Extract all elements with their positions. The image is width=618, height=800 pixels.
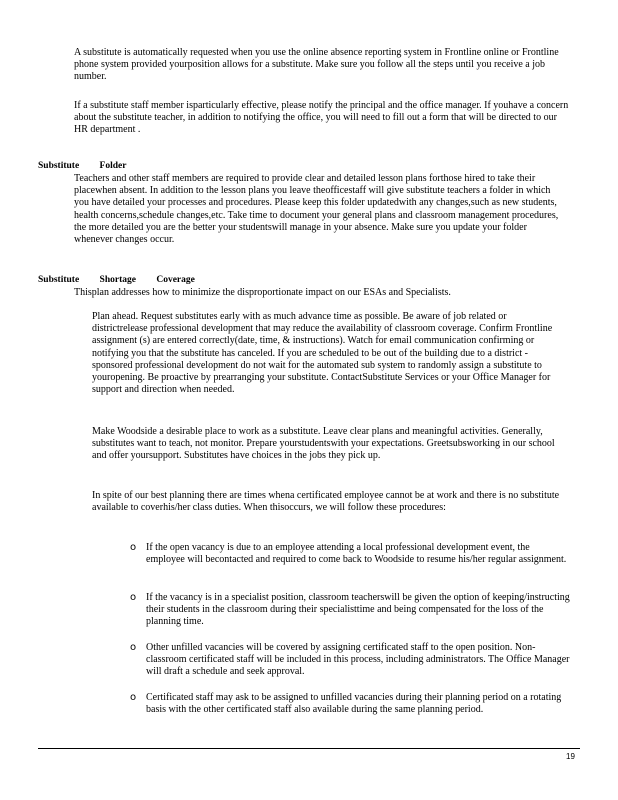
sub-bullet-text: Other unfilled vacancies will be covered by assigning certificated staff to the open position. Non-classroom certificated staff will be included in this process, including administrators. The Office Manager will draft a schedule and seek approval. [146, 642, 570, 678]
sub-bullet-text: If the open vacancy is due to an employee attending a local professional development event, the employee will becontacted and required to come back to Woodside to resume his/her regular assignment. [146, 542, 567, 566]
circle-bullet-icon: o [130, 692, 137, 703]
bullet-text: In spite of our best planning there are times whena certificated employee cannot be at work and there is no substitute available to coverhis/her class duties. When thisoccurs, we will follow these procedures: [92, 490, 560, 514]
sub-bullet-text: Certificated staff may ask to be assigned to unfilled vacancies during their planning period on a rotating basis with the other certificated staff also available during the same planning period. [146, 692, 562, 716]
sub-bullet-text: If the vacancy is in a specialist position, classroom teacherswill be given the option of keeping/instructing their students in the classroom during their specialisttime and being compensated for the loss of the planning time. [146, 592, 570, 628]
circle-bullet-icon: o [130, 642, 137, 653]
page-number: 19 [566, 752, 575, 761]
intro-paragraph-1: A substitute is automatically requested when you use the online absence reporting system in Frontline online or Frontline phone system provided yourposition allows for a substitute. Make sure you follow all the steps until you receive a job number. [74, 47, 559, 83]
shortage-coverage-intro: Thisplan addresses how to minimize the disproportionate impact on our ESAs and Specialists. [74, 287, 451, 298]
footer-divider [38, 748, 580, 749]
substitute-folder-heading: Substitute Folder [38, 161, 127, 171]
circle-bullet-icon: o [130, 542, 137, 553]
circle-bullet-icon: o [130, 592, 137, 603]
shortage-coverage-heading: Substitute Shortage Coverage [38, 275, 195, 285]
intro-paragraph-2: If a substitute staff member isparticularly effective, please notify the principal and the office manager. If youhave a concern about the substitute teacher, in addition to notifying the office, you will need to fill out a form that will be directed to our HR department . [74, 100, 569, 136]
substitute-folder-body: Teachers and other staff members are required to provide clear and detailed lesson plans forthose hired to take their placewhen absent. In addition to the lesson plans you leave theofficestaff will give substitute teachers a folder in which you have detailed your processes and procedures. Please keep this folder updatedwith any changes,such as new students, health concerns,schedule changes,etc. Take time to document your general plans and classroom management procedures, the more detailed you are the better your studentswill manage in your absence. Make sure you update your folder whenever changes occur. [74, 173, 559, 246]
bullet-text: Make Woodside a desirable place to work as a substitute. Leave clear plans and meaningful activities. Generally, substitutes want to teach, not monitor. Prepare yourstudentswith your expectations. Greetsubsworking in our school and offer yoursupport. Substitutes have choices in the jobs they pick up. [92, 426, 555, 462]
bullet-text: Plan ahead. Request substitutes early with as much advance time as possible. Be aware of job related or districtrelease professional development that may reduce the availability of classroom coverage. Confirm Frontline assignment (s) are entered correctly(date, time, & instructions). Watch for email communication confirming or notifying you that the substitute has canceled. If you are scheduled to be out of the building due to a district -sponsored professional development do not wait for the automated sub system to randomly assign a substitute to youropening. Be proactive by prearranging your substitute. ContactSubstitute Services or your Office Manager for support and direction when needed. [92, 311, 553, 396]
